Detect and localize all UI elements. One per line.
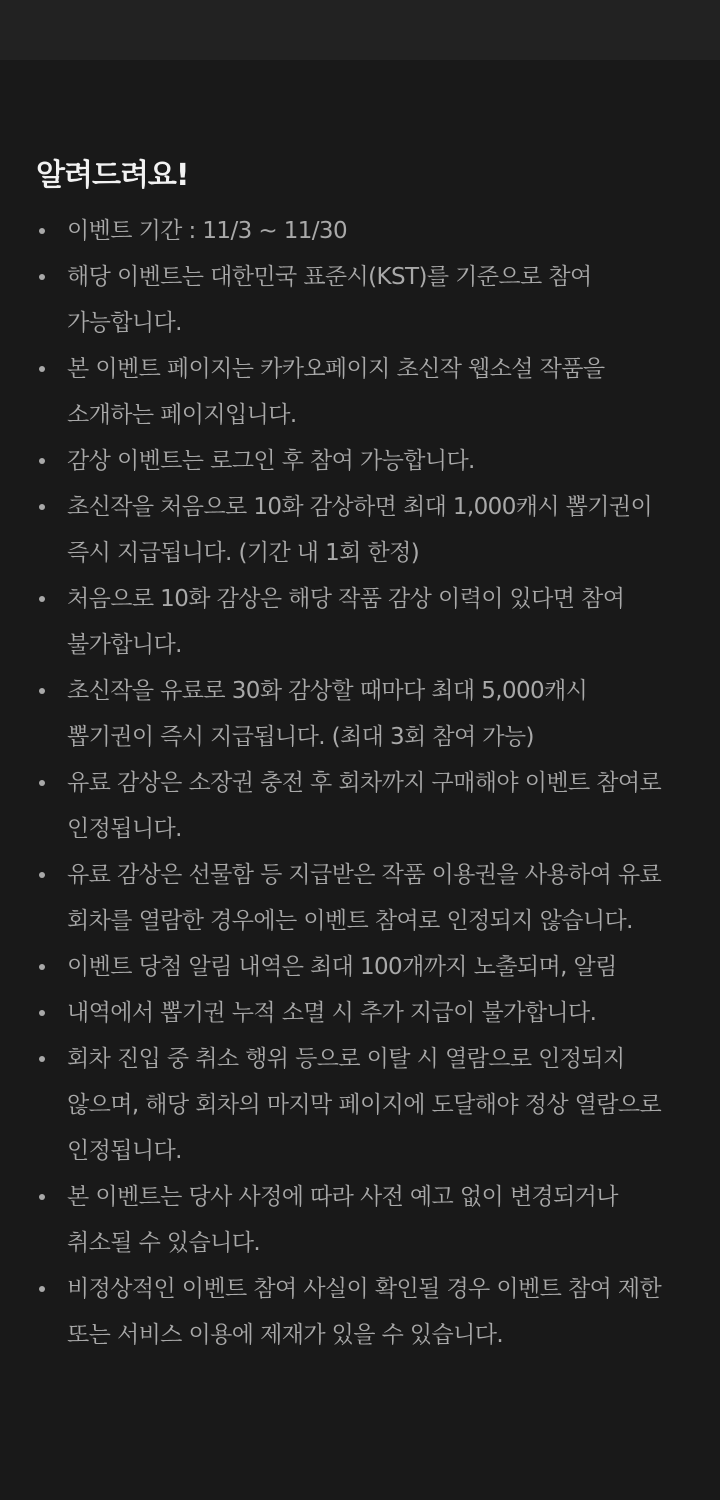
notice-item-text: 이벤트 당첨 알림 내역은 최대 100개까지 노출되며, 알림 xyxy=(67,954,617,980)
notice-item xyxy=(0,990,720,1036)
bullet-icon xyxy=(39,504,45,510)
bullet-icon xyxy=(39,688,45,694)
notice-item-text: 처음으로 10화 감상은 해당 작품 감상 이력이 있다면 참여 불가합니다. xyxy=(67,586,625,658)
bullet-icon xyxy=(39,1010,45,1016)
bullet-icon xyxy=(39,596,45,602)
bullet-icon xyxy=(39,228,45,234)
notice-item xyxy=(0,1266,720,1358)
notice-item xyxy=(0,944,720,990)
notice-item-text: 유료 감상은 선물함 등 지급받은 작품 이용권을 사용하여 유료 회차를 열람한 경우에는 이벤트 참여로 인정되지 않습니다. xyxy=(67,862,662,934)
notice-item-text: 유료 감상은 소장권 충전 후 회차까지 구매해야 이벤트 참여로 인정됩니다. xyxy=(67,770,662,842)
notice-item xyxy=(0,208,720,254)
notice-section xyxy=(0,60,720,1358)
notice-item xyxy=(0,668,720,760)
bullet-icon xyxy=(39,1056,45,1062)
bullet-icon xyxy=(39,274,45,280)
notice-item xyxy=(0,484,720,576)
bullet-icon xyxy=(39,1194,45,1200)
notice-item xyxy=(0,1036,720,1174)
notice-item-text: 초신작을 유료로 30화 감상할 때마다 최대 5,000캐시 뽑기권이 즉시 지급됩니다. (최대 3회 참여 가능) xyxy=(67,678,588,750)
top-bar xyxy=(0,0,720,60)
notice-item xyxy=(0,346,720,438)
notice-item-text: 감상 이벤트는 로그인 후 참여 가능합니다. xyxy=(67,448,475,474)
notice-item xyxy=(0,254,720,346)
notice-item xyxy=(0,1174,720,1266)
notice-item-text: 이벤트 기간 : 11/3 ~ 11/30 xyxy=(67,218,347,244)
bullet-icon xyxy=(39,366,45,372)
notice-item xyxy=(0,852,720,944)
notice-item xyxy=(0,438,720,484)
notice-title: 알려드려요! xyxy=(36,158,189,193)
notice-item xyxy=(0,576,720,668)
bullet-icon xyxy=(39,780,45,786)
bullet-icon xyxy=(39,964,45,970)
bullet-icon xyxy=(39,872,45,878)
notice-item xyxy=(0,760,720,852)
notice-item-text: 초신작을 처음으로 10화 감상하면 최대 1,000캐시 뽑기권이 즉시 지급됩니다. (기간 내 1회 한정) xyxy=(67,494,653,566)
notice-item-text: 해당 이벤트는 대한민국 표준시(KST)를 기준으로 참여 가능합니다. xyxy=(67,264,592,336)
notice-item-text: 비정상적인 이벤트 참여 사실이 확인될 경우 이벤트 참여 제한 또는 서비스 이용에 제재가 있을 수 있습니다. xyxy=(67,1276,662,1348)
bullet-icon xyxy=(39,458,45,464)
notice-item-text: 본 이벤트 페이지는 카카오페이지 초신작 웹소설 작품을 소개하는 페이지입니다. xyxy=(67,356,605,428)
notice-item-text: 본 이벤트는 당사 사정에 따라 사전 예고 없이 변경되거나 취소될 수 있습니다. xyxy=(67,1184,618,1256)
notice-item-text: 내역에서 뽑기권 누적 소멸 시 추가 지급이 불가합니다. xyxy=(67,1000,597,1026)
notice-list xyxy=(0,208,720,1358)
notice-item-text: 회차 진입 중 취소 행위 등으로 이탈 시 열람으로 인정되지 않으며, 해당 회차의 마지막 페이지에 도달해야 정상 열람으로 인정됩니다. xyxy=(67,1046,662,1164)
bullet-icon xyxy=(39,1286,45,1292)
